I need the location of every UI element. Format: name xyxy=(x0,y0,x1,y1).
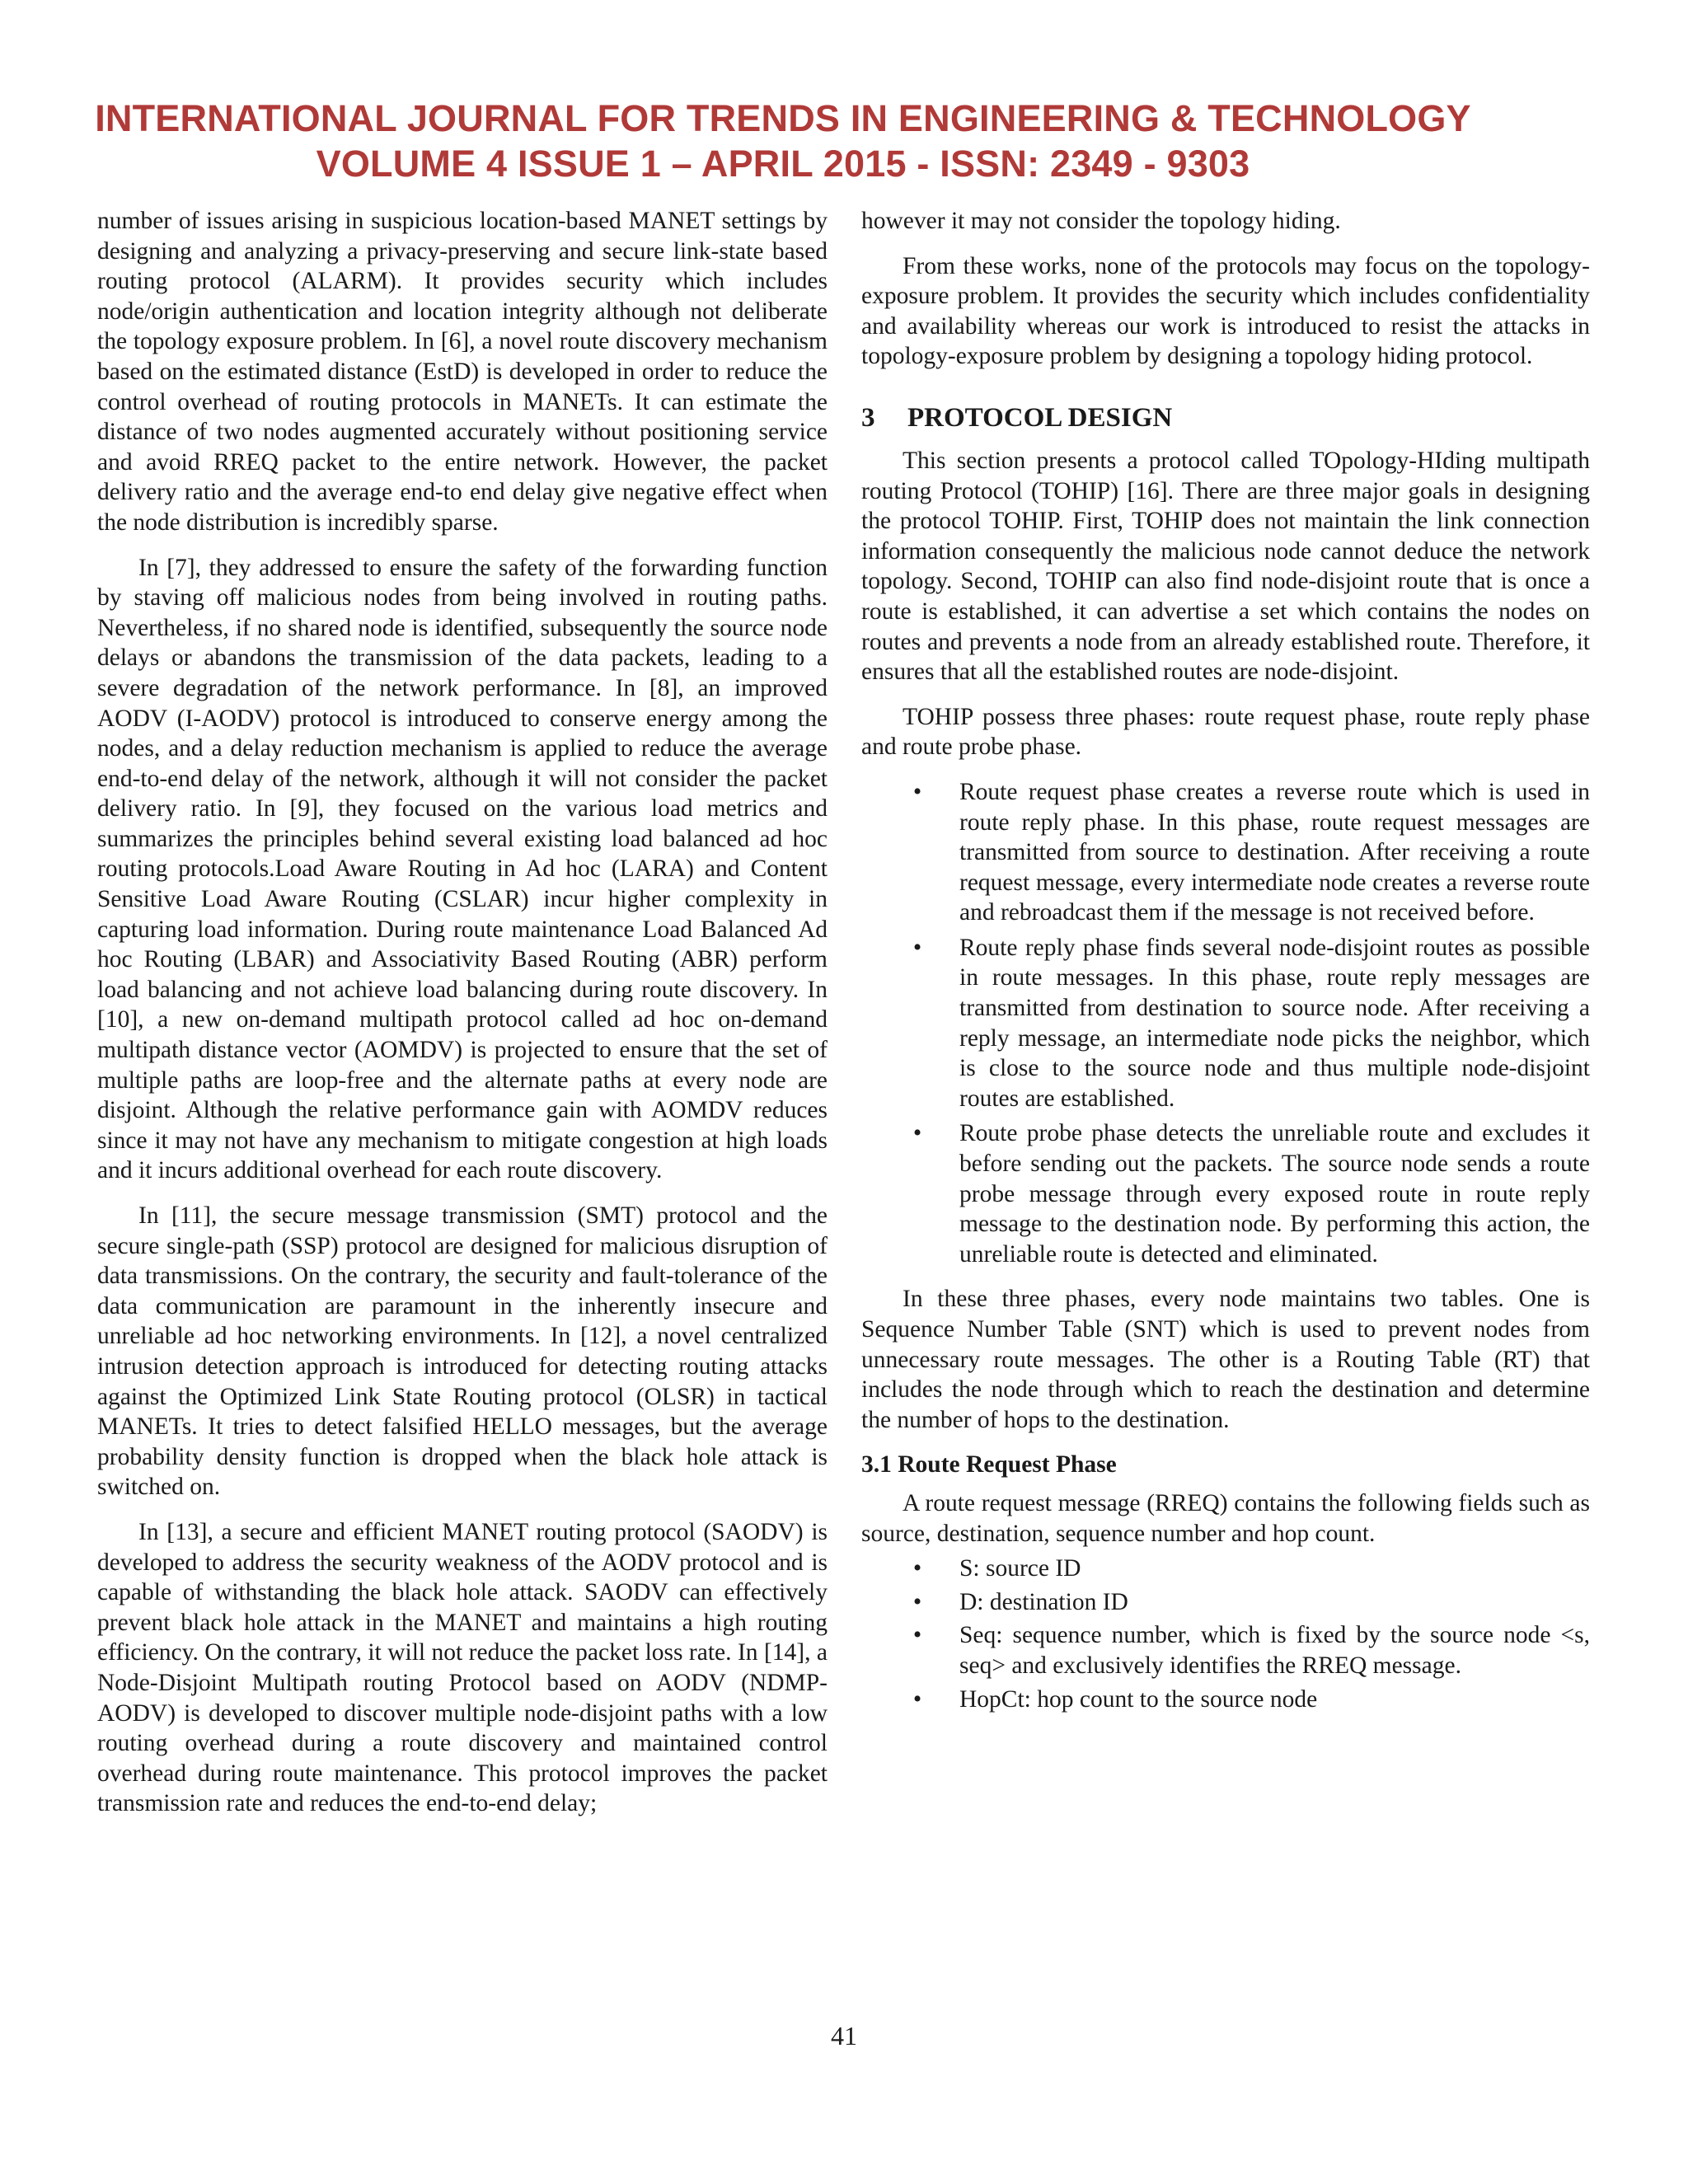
list-item xyxy=(861,1685,1590,1715)
body-paragraph: however it may not consider the topology hiding. xyxy=(861,208,1341,234)
list-item xyxy=(861,933,1590,1114)
phase-list xyxy=(861,777,1590,1270)
list-item-text: Seq: sequence number, which is fixed by the source node <s, seq> and exclusively identifies the RREQ message. xyxy=(959,1622,1590,1679)
list-item xyxy=(861,1554,1590,1584)
body-paragraph: This section presents a protocol called TOpology-HIding multipath routing Protocol (TOHIP) [16]. There are three major goals in designing the protocol TOHIP. First, TOHIP does not maintain the link connection information consequently the malicious node cannot deduce the network topology. Second, TOHIP can also find node-disjoint route that is once a route is established, it can advertise a set which contains the nodes on routes and prevents a node from an already established route. Therefore, it ensures that all the established routes are node-disjoint. xyxy=(861,447,1590,686)
body-paragraph: A route request message (RREQ) contains the following fields such as source, destination, sequence number and hop count. xyxy=(861,1489,1590,1547)
section-heading xyxy=(861,401,1590,434)
list-item-text: HopCt: hop count to the source node xyxy=(959,1685,1318,1713)
list-item xyxy=(861,1620,1590,1680)
bullet-icon: • xyxy=(912,1588,922,1615)
field-list xyxy=(861,1554,1590,1714)
list-item xyxy=(861,1118,1590,1269)
journal-header xyxy=(66,96,1500,186)
list-item-text: Route request phase creates a reverse route which is used in route reply phase. In this phase, route request messages are transmitted from source to destination. After receiving a route request message, every intermediate node creates a reverse route and rebroadcast them if the message is not received before. xyxy=(959,778,1590,926)
subsection-heading: 3.1 Route Request Phase xyxy=(861,1451,1117,1479)
journal-title: INTERNATIONAL JOURNAL FOR TRENDS IN ENGINEERING & TECHNOLOGY xyxy=(95,97,1471,139)
right-column xyxy=(861,206,1590,1729)
bullet-icon: • xyxy=(912,1622,922,1649)
journal-volume-issue: VOLUME 4 ISSUE 1 – APRIL 2015 - ISSN: 2349 - 9303 xyxy=(316,143,1250,185)
bullet-icon: • xyxy=(912,1120,922,1147)
bullet-icon: • xyxy=(912,934,922,961)
body-paragraph: number of issues arising in suspicious location-based MANET settings by designing and analyzing a privacy-preserving and secure link-state based routing protocol (ALARM). It provides security which includes node/origin authentication and location integrity although not deliberate the topology exposure problem. In [6], a novel route discovery mechanism based on the estimated distance (EstD) is developed in order to reduce the control overhead of routing protocols in MANETs. It can estimate the distance of two nodes augmented accurately without positioning service and avoid RREQ packet to the entire network. However, the packet delivery ratio and the average end-to end delay give negative effect when the node distribution is incredibly sparse. xyxy=(97,208,828,536)
list-item-text: Route probe phase detects the unreliable route and excludes it before sending out the packets. The source node sends a route probe message through every exposed route in route reply message to the destination node. By performing this action, the unreliable route is detected and eliminated. xyxy=(959,1120,1590,1268)
body-paragraph: In [7], they addressed to ensure the safety of the forwarding function by staving off malicious nodes from being involved in routing paths. Nevertheless, if no shared node is identified, subsequently the source node delays or abandons the transmission of the data packets, leading to a severe degradation of the network performance. In [8], an improved AODV (I-AODV) protocol is introduced to conserve energy among the nodes, and a delay reduction mechanism is applied to reduce the average end-to-end delay of the network, although it will not consider the packet delivery ratio. In [9], they focused on the various load metrics and summarizes the principles behind several existing load balanced ad hoc routing protocols.Load Aware Routing in Ad hoc (LARA) and Content Sensitive Load Aware Routing (CSLAR) incur higher complexity in capturing load information. During route maintenance Load Balanced Ad hoc Routing (LBAR) and Associativity Based Routing (ABR) perform load balancing and not achieve load balancing during route discovery. In [10], a new on-demand multipath protocol called ad hoc on-demand multipath distance vector (AOMDV) is projected to ensure that the set of multiple paths are loop-free and the alternate paths at every node are disjoint. Although the relative performance gain with AOMDV reduces since it may not have any mechanism to mitigate congestion at high loads and it incurs additional overhead for each route discovery. xyxy=(97,554,828,1184)
list-item-text: S: source ID xyxy=(959,1555,1081,1582)
left-column xyxy=(97,206,828,1819)
body-paragraph: From these works, none of the protocols may focus on the topology-exposure problem. It provides the security which includes confidentiality and availability whereas our work is introduced to resist the attacks in topology-exposure problem by designing a topology hiding protocol. xyxy=(861,252,1590,370)
list-item-text: D: destination ID xyxy=(959,1588,1128,1615)
body-paragraph: In these three phases, every node maintains two tables. One is Sequence Number Table (SNT) which is used to prevent nodes from unnecessary route messages. The other is a Routing Table (RT) that includes the node through which to reach the destination and determine the number of hops to the destination. xyxy=(861,1286,1590,1433)
section-number: 3 xyxy=(861,402,875,433)
body-paragraph: TOHIP possess three phases: route request phase, route reply phase and route probe phase. xyxy=(861,703,1590,761)
page-number: 41 xyxy=(831,2021,857,2050)
bullet-icon: • xyxy=(912,1555,922,1582)
section-title: PROTOCOL DESIGN xyxy=(907,402,1173,433)
body-paragraph: In [11], the secure message transmission (SMT) protocol and the secure single-path (SSP) protocol are designed for malicious disruption of data transmissions. On the contrary, the security and fault-tolerance of the data communication are paramount in the inherently insecure and unreliable ad hoc networking environments. In [12], a novel centralized intrusion detection approach is introduced for detecting routing attacks against the Optimized Link State Routing protocol (OLSR) in tactical MANETs. It tries to detect falsified HELLO messages, but the average probability density function is dropped when the black hole attack is switched on. xyxy=(97,1202,828,1501)
body-paragraph: In [13], a secure and efficient MANET routing protocol (SAODV) is developed to address the security weakness of the AODV protocol and is capable of withstanding the black hole attack. SAODV can effectively prevent black hole attack in the MANET and maintains a high routing efficiency. On the contrary, it will not reduce the packet loss rate. In [14], a Node-Disjoint Multipath routing Protocol based on AODV (NDMP-AODV) is developed to discover multiple node-disjoint paths with a low routing overhead during a route discovery and maintained control overhead during route maintenance. This protocol improves the packet transmission rate and reduces the end-to-end delay; xyxy=(97,1518,828,1817)
list-item-text: Route reply phase finds several node-disjoint routes as possible in route messages. In this phase, route reply messages are transmitted from destination to source node. After receiving a reply message, an intermediate node picks the neighbor, which is close to the source node and thus multiple node-disjoint routes are established. xyxy=(959,934,1590,1112)
list-item xyxy=(861,1587,1590,1618)
bullet-icon: • xyxy=(912,1685,922,1713)
bullet-icon: • xyxy=(912,778,922,805)
list-item xyxy=(861,777,1590,928)
